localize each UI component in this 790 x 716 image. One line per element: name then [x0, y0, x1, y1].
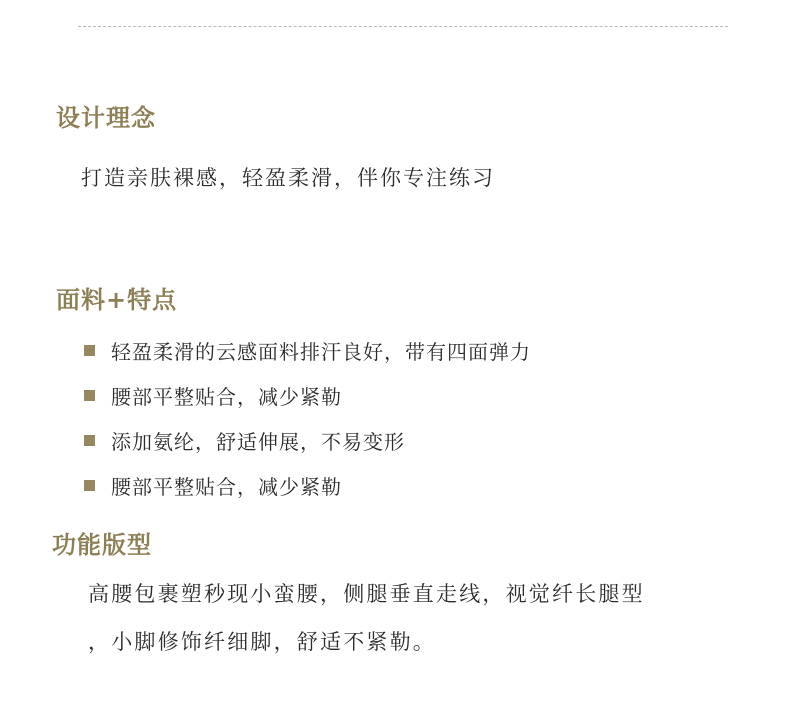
functional-fit-text-line-1: 高腰包裹塑秒现小蛮腰，侧腿垂直走线，视觉纤长腿型 [88, 582, 645, 606]
fabric-feature-text: 腰部平整贴合，减少紧勒 [111, 474, 342, 499]
square-bullet-icon [84, 435, 95, 446]
fabric-feature-item-4 [84, 471, 342, 499]
functional-fit-text-line-2: ，小脚修饰纤细脚，舒适不紧勒。 [88, 630, 436, 654]
fabric-feature-item-1 [84, 336, 531, 364]
square-bullet-icon [84, 390, 95, 401]
fabric-feature-text: 腰部平整贴合，减少紧勒 [111, 384, 342, 409]
top-divider [78, 26, 728, 27]
square-bullet-icon [84, 480, 95, 491]
fabric-feature-text: 轻盈柔滑的云感面料排汗良好，带有四面弹力 [111, 339, 531, 364]
fabric-features-heading: 面料+特点 [56, 286, 178, 314]
fabric-feature-item-2 [84, 381, 342, 409]
square-bullet-icon [84, 345, 95, 356]
fabric-feature-text: 添加氨纶，舒适伸展，不易变形 [111, 429, 405, 454]
design-concept-text: 打造亲肤裸感，轻盈柔滑，伴你专注练习 [81, 166, 495, 190]
fabric-feature-item-3 [84, 426, 405, 454]
functional-fit-heading: 功能版型 [52, 531, 152, 559]
design-concept-heading: 设计理念 [56, 104, 156, 132]
